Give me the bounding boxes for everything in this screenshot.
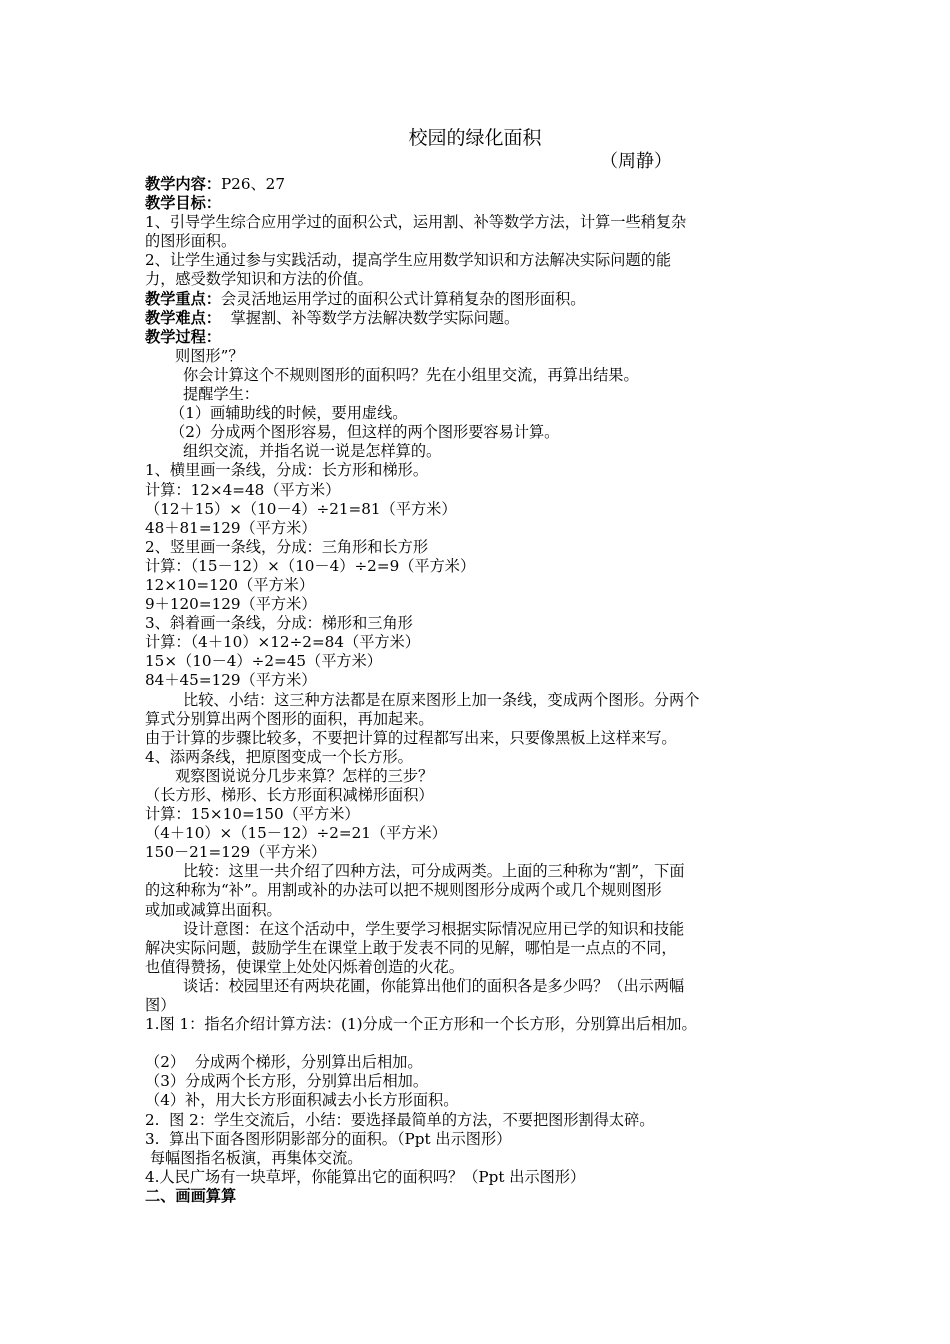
comparison-1-line-3: 由于计算的步骤比较多，不要把计算的过程都写出来，只要像黑板上这样来写。 [145,728,677,747]
document-body [145,175,813,1206]
figure-1-option-3: （3）分成两个长方形，分别算出后相加。 [145,1072,429,1091]
figure-1-item: 1.图 1：指名介绍计算方法：(1)分成一个正方形和一个长方形，分别算出后相加。 [145,1015,697,1034]
design-intent-line-1: 设计意图：在这个活动中，学生要学习根据实际情况应用已学的知识和技能 [183,919,685,938]
blank-line [145,1034,813,1053]
goal-2-line-1: 2、让学生通过参与实践活动，提高学生应用数学知识和方法解决实际问题的能 [145,251,672,270]
method-1-calc-1: 计算：12×4=48（平方米） [145,480,341,499]
difficulty-value: 掌握割、补等数学方法解决数学实际问题。 [220,308,520,327]
talk-line-1: 谈话：校园里还有两块花圃，你能算出他们的面积各是多少吗？（出示两幅 [183,976,685,995]
method-4-calc-2: （4＋10）×（15－12）÷2=21（平方米） [145,824,447,843]
comparison-1-line-2: 算式分别算出两个图形的面积，再加起来。 [145,709,434,728]
document-author: （周静） [600,151,672,172]
method-1-heading: 1、横里画一条线，分成：长方形和梯形。 [145,461,429,480]
teaching-content-value: P26、27 [220,175,285,193]
key-point-label: 教学重点： [145,289,221,308]
exercise-3-item: 3. 算出下面各图形阴影部分的面积。（Ppt 出示图形） [145,1129,512,1148]
document-title: 校园的绿化面积 [408,127,542,149]
teaching-key-point [145,290,813,309]
method-3-calc-1: 计算：（4＋10）×12÷2=84（平方米） [145,633,420,652]
method-2-calc-2: 12×10=120（平方米） [145,575,315,594]
comparison-1-line-1: 比较、小结：这三种方法都是在原来图形上加一条线，变成两个图形。分两个 [183,690,700,709]
section-2-heading: 二、画画算算 [145,1186,237,1205]
exercise-3-note: 每幅图指名板演，再集体交流。 [145,1148,363,1167]
method-1-calc-2: （12＋15）×（10－4）÷21=81（平方米） [145,499,457,518]
goal-1-line-2: 的图形面积。 [145,232,237,251]
method-4-heading: 4、添两条线，把原图变成一个长方形。 [145,747,413,766]
design-intent-line-2: 解决实际问题，鼓励学生在课堂上敢于发表不同的见解，哪怕是一点点的不同， [145,938,677,957]
process-line-6: 组织交流，并指名说一说是怎样算的。 [183,442,442,461]
method-3-heading: 3、斜着画一条线，分成：梯形和三角形 [145,614,413,633]
goal-1-line-1: 1、引导学生综合应用学过的面积公式，运用割、补等数学方法，计算一些稍复杂 [145,213,687,232]
method-4-calc-1: 计算：15×10=150（平方米） [145,805,360,824]
method-4-answer: （长方形、梯形、长方形面积减梯形面积） [145,786,434,804]
process-line-4: （1）画辅助线的时候，要用虚线。 [170,404,408,423]
comparison-2-line-1: 比较：这里一共介绍了四种方法，可分成两类。上面的三种称为“割”，下面 [183,862,685,881]
method-2-calc-3: 9＋120=129（平方米） [145,595,317,614]
comparison-2-line-3: 或加或减算出面积。 [145,900,282,919]
process-line-3: 提醒学生： [183,385,259,404]
talk-line-2: 图） [145,996,176,1015]
method-4-question: 观察图说说分几步来算？怎样的三步？ [175,766,434,785]
process-line-1: 则图形”？ [175,346,244,365]
method-2-calc-1: 计算：（15－12）×（10－4）÷2=9（平方米） [145,556,476,575]
teaching-content [145,175,813,194]
teaching-process-label: 教学过程： [145,327,221,346]
method-2-heading: 2、竖里画一条线，分成：三角形和长方形 [145,537,429,556]
process-line-5: （2）分成两个图形容易，但这样的两个图形要容易计算。 [170,423,560,442]
method-3-calc-2: 15×（10－4）÷2=45（平方米） [145,652,382,671]
teaching-content-label: 教学内容： [145,175,221,193]
teaching-goals-label: 教学目标： [145,194,221,213]
process-line-2: 你会计算这个不规则图形的面积吗？先在小组里交流，再算出结果。 [183,365,639,384]
difficulty-label: 教学难点： [145,308,221,327]
method-4-calc-3: 150－21=129（平方米） [145,843,327,862]
goal-2-line-2: 力，感受数学知识和方法的价值。 [145,270,373,289]
figure-2-item: 2. 图 2：学生交流后，小结：要选择最简单的方法，不要把图形割得太碎。 [145,1110,655,1129]
figure-1-option-4: （4）补，用大长方形面积减去小长方形面积。 [145,1091,459,1110]
figure-1-option-2: （2） 分成两个梯形，分别算出后相加。 [145,1053,423,1072]
method-1-calc-3: 48＋81=129（平方米） [145,518,317,537]
exercise-4-item: 4.人民广场有一块草坪，你能算出它的面积吗？（Ppt 出示图形） [145,1167,586,1186]
design-intent-line-3: 也值得赞扬，使课堂上处处闪烁着创造的火花。 [145,957,464,976]
teaching-difficulty [145,309,813,328]
method-3-calc-3: 84＋45=129（平方米） [145,671,317,690]
comparison-2-line-2: 的这种称为“补”。用割或补的办法可以把不规则图形分成两个或几个规则图形 [145,881,662,900]
key-point-value: 会灵活地运用学过的面积公式计算稍复杂的图形面积。 [220,289,586,308]
